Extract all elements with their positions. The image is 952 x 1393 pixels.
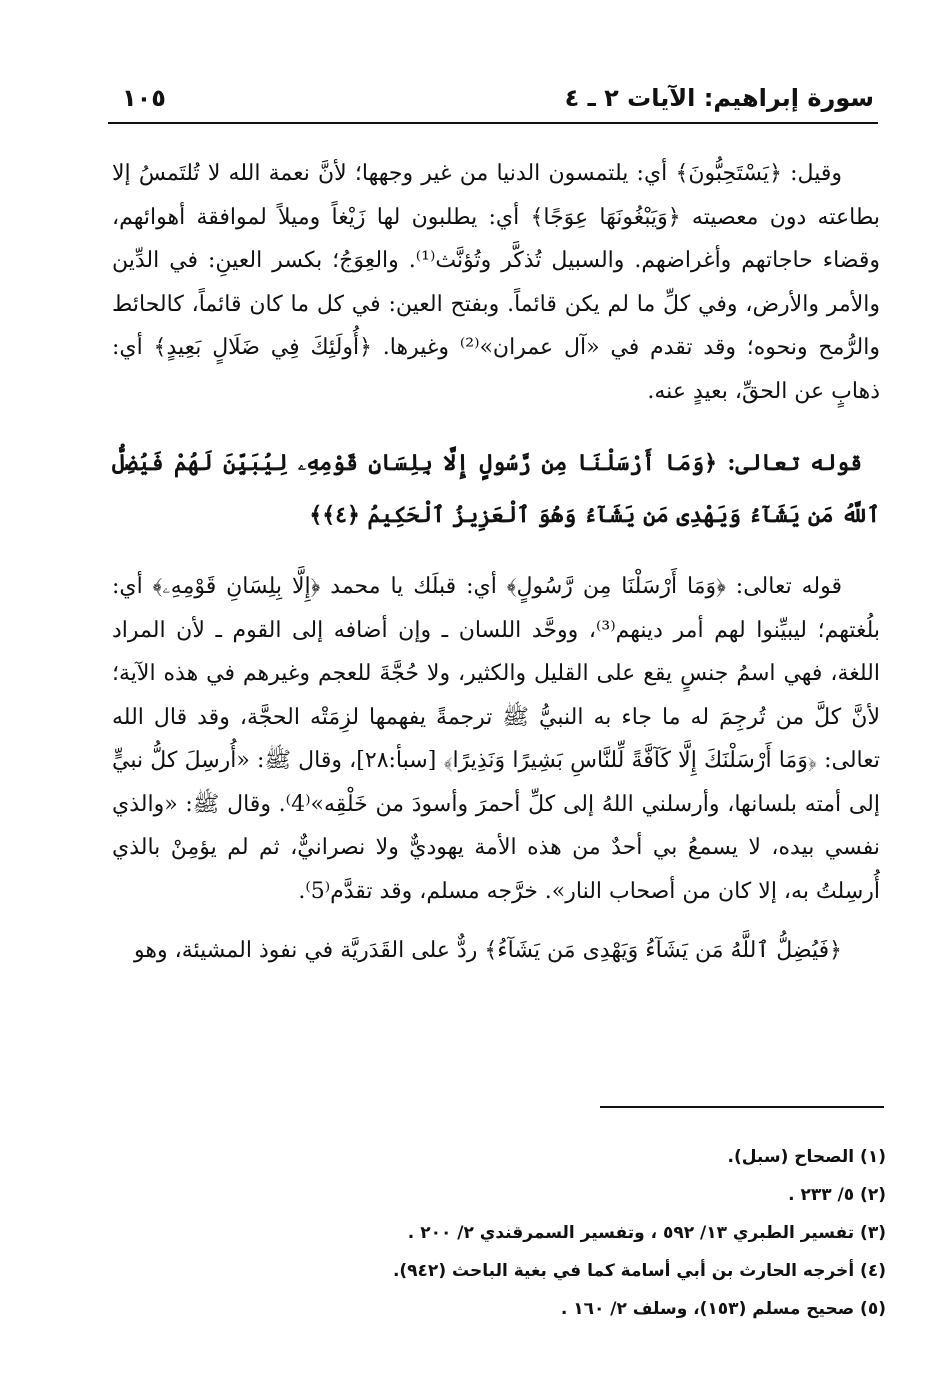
paragraph-commentary-2: قوله تعالى: ﴿وَمَا أَرْسَلْنَا مِن رَّسُولٍ﴾ أي: قبلَك يا محمد ﴿إِلَّا بِلِسَانِ قَوْمِهِۦ﴾ أي: بلُغتهم؛ ليبيِّنوا لهم أمر دينهم⁽³⁾، ووحَّد اللسان ـ وإن أضافه إلى القوم ـ لأن المراد اللغة، فهي اسمُ جنسٍ يقع على القليل والكثير، ولا حُجَّةَ للعجم وغيرهم في هذه الآية؛ لأنَّ كلَّ من تُرجِمَ له ما جاء به النبيُّ ﷺ ترجمةً يفهمها لزِمَتْه الحجَّة، وقد قال الله تعالى: ﴿وَمَا أَرْسَلْنَكَ إِلَّا كَآفَّةً لِّلنَّاسِ بَشِيرًا وَنَذِيرًا﴾ [سبأ:٢٨]، وقال ﷺ: «أُرسِلَ كلُّ نبيٍّ إلى أمته بلسانها، وأرسلني اللهُ إلى كلِّ أحمرَ وأسودَ من خَلْقِه»⁽4⁾. وقال ﷺ: «والذي نفسي بيده، لا يسمعُ بي أحدٌ من هذه الأمة يهوديٌّ ولا نصرانيٌّ، ثم لم يؤمِنْ بالذي أُرسِلتُ به، إلا كان من أصحاب النار». خرَّجه مسلم، وقد تقدَّم⁽5⁾. [112,574,881,904]
spacer [112,549,880,565]
verse-label: قوله تعالى: [716,450,862,476]
page-number: ١٠٥ [122,84,166,112]
spacer [112,913,880,929]
quran-verse: ﴿وَمَا أَرْسَلْنَا مِن رَّسُولٍ إِلَّا بِلِسَانِ قَوْمِهِۦ لِيُبَيِّنَ لَهُمْ فَيُضِلُّ ٱللَّهُ مَن يَشَآءُ وَيَهْدِى مَن يَشَآءُ وَهُوَ ٱلْعَزِيزُ ٱلْحَكِيمُ ﴿٤﴾﴾ [112,450,880,528]
spacer [112,413,880,429]
page-header [108,78,878,124]
footnote-3: (٣) تفسير الطبري ١٣/ ٥٩٢ ، وتفسير السمرقندي ٢/ ٢٠٠ . [407,1223,886,1243]
paragraph-commentary-1: وقيل: ﴿يَسْتَحِبُّونَ﴾ أي: يلتمسون الدنيا من غير وجهها؛ لأنَّ نعمة الله لا تُلتَمسُ إلا بطاعته دون معصيته ﴿وَيَبْغُونَهَا عِوَجًا﴾ أي: يطلبون لها زَيْغاً وميلاً لموافقة أهوائهم، وقضاء حاجاتهم وأغراضهم. والسبيل تُذكَّر وتُؤنَّث⁽¹⁾. والعِوَجُ؛ بكسر العينِ: في الدِّين والأمر والأرض، وفي كلِّ ما لم يكن قائماً. وبفتح العين: في كل ما كان قائماً، كالحائط والرُّمح ونحوه؛ وقد تقدم في «آل عمران»⁽²⁾ وغيرها. ﴿أُولَئِكَ فِي ضَلَالٍ بَعِيدٍ﴾ أي: ذهابٍ عن الحقِّ، بعيدٍ عنه. [112,161,880,404]
footnotes [106,1138,886,1328]
paragraph-commentary-3: ﴿فَيُضِلُّ ٱللَّهُ مَن يَشَآءُ وَيَهْدِى مَن يَشَآءُ﴾ ردٌّ على القَدَريَّة في نفوذ المشيئة، وهو [134,938,842,963]
running-title: سورة إبراهيم: الآيات ٢ ـ ٤ [564,84,874,112]
main-text [112,152,880,973]
footnote-2: (٢) ٥/ ٢٣٣ . [788,1185,886,1205]
footnote-separator [600,1106,884,1108]
footnote-5: (٥) صحيح مسلم (١٥٣)، وسلف ٢/ ١٦٠ . [560,1299,886,1319]
footnote-4: (٤) أخرجه الحارث بن أبي أسامة كما في بغية الباحث (٩٤٢). [392,1261,886,1281]
footnote-1: (١) الصحاح (سبل). [727,1147,886,1167]
verse-heading [112,437,880,541]
